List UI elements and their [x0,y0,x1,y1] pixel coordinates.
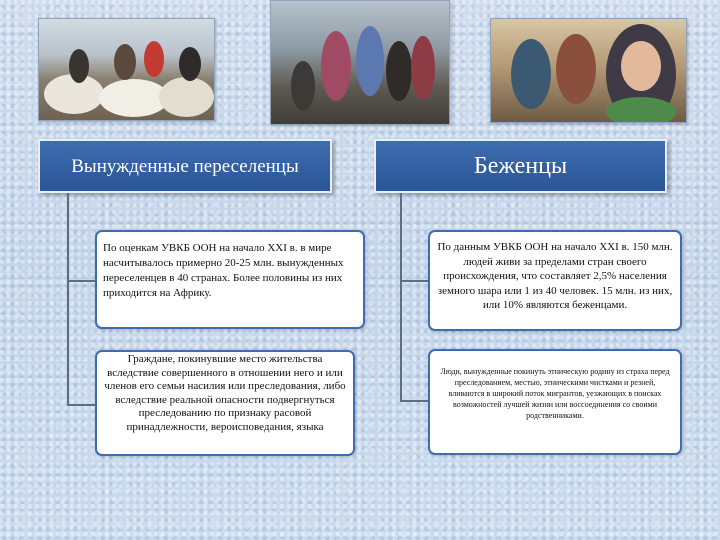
refugees-connector-branch-1 [400,280,428,282]
refugees-statistics-text: По данным УВКБ ООН на начало XXI в. 150 млн. людей живи за пределами стран своего происхождения, что составляет 2,5% населения земного шара или 1 из 40 человек. 15 млн. из них, или 10% являются беженцами. [437,241,673,312]
refugees-connector-branch-2 [400,400,428,402]
idp-connector-branch-1 [67,280,95,282]
idp-title: Вынужденные переселенцы [71,155,299,177]
idp-definition-text: Граждане, покинувшие место жительства вследствие совершенного в отношении него и или членов его семьи насилия или преследования, либо вследствие реальной опасности подвергнуться преследованию по признаку расовой принадлежности, вероисповедания, языка [104,353,346,433]
photo-refugees-walking-on-road [270,0,450,125]
idp-statistics-text: По оценкам УВКБ ООН на начало XXI в. в мире насчитывалось примерно 20-25 млн. вынужденных переселенцев в 40 странах. Более половины из них приходится на Африку. [103,242,344,299]
refugees-statistics-card [428,230,682,331]
refugees-title: Беженцы [473,152,568,179]
refugees-header [374,139,667,193]
photo-displaced-people-with-bundles [38,18,215,121]
photo-refugee-children [490,18,687,123]
idp-definition-card [95,350,355,456]
refugees-connector-vertical [400,193,402,401]
idp-connector-branch-2 [67,404,95,406]
idp-statistics-card [95,230,365,329]
refugees-definition-text: Люди, вынужденные покинуть этническую родину из страха перед преследованием, местью, этническими чистками и резней, вливаются в широкий поток мигрантов, уезжающих в поисках возможностей лучшей жизни или воссоединения со своими родственниками. [440,367,670,420]
refugees-definition-card [428,349,682,455]
idp-connector-vertical [67,193,69,405]
idp-header [38,139,332,193]
